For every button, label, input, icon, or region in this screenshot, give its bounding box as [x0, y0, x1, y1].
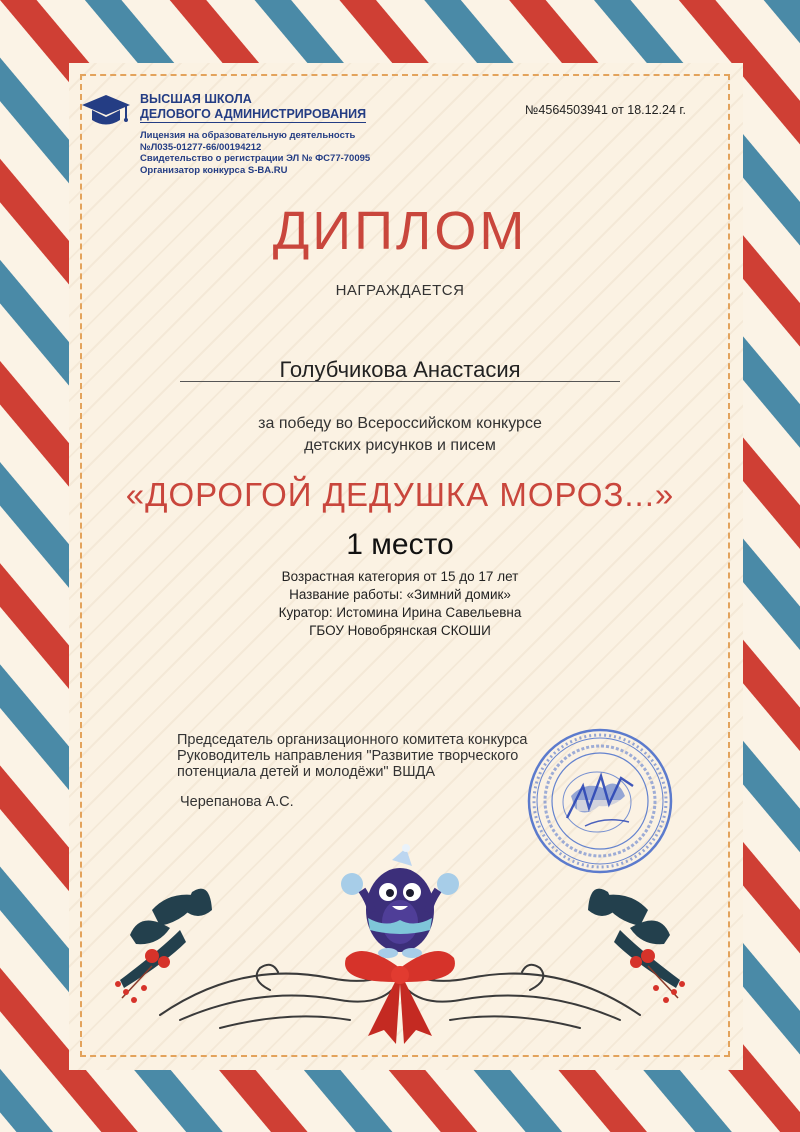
- recipient-name: Голубчикова Анастасия: [279, 357, 521, 382]
- participant-details: [0, 568, 800, 640]
- work-title: Название работы: «Зимний домик»: [289, 587, 511, 602]
- document-number: №4564503941 от 18.12.24 г.: [525, 103, 686, 117]
- school: ГБОУ Новобрянская СКОШИ: [309, 623, 491, 638]
- organizer-line: Организатор конкурса S-BA.RU: [140, 164, 288, 176]
- org-name-line1: ВЫСШАЯ ШКОЛА: [140, 92, 252, 106]
- awarded-label: НАГРАЖДАЕТСЯ: [335, 282, 465, 299]
- age-category: Возрастная категория от 15 до 17 лет: [281, 569, 519, 584]
- registration-line: Свидетельство о регистрации ЭЛ № ФС77-70095: [140, 153, 371, 164]
- signatory-name: Черепанова А.С.: [180, 794, 294, 810]
- recipient-underline: [180, 381, 620, 382]
- reason-line1: за победу во Всероссийском конкурсе: [258, 415, 542, 432]
- diploma-title: ДИПЛОМ: [272, 201, 528, 261]
- license-number: №Л035-01277-66/00194212: [140, 141, 262, 153]
- place-label: 1 место: [346, 528, 454, 561]
- graduation-cap-icon: [80, 93, 132, 133]
- organization-name: [140, 92, 366, 123]
- signatory-title: [177, 732, 527, 780]
- holly-branch-icon: [588, 889, 685, 1003]
- org-name-line2: ДЕЛОВОГО АДМИНИСТРИРОВАНИЯ: [140, 107, 367, 121]
- signatory-line1: Председатель организационного комитета конкурса: [177, 732, 528, 748]
- license-line: Лицензия на образовательную деятельность: [140, 130, 356, 141]
- owl-mascot-icon: [341, 844, 459, 958]
- signatory-line2: Руководитель направления "Развитие творческого: [177, 748, 519, 764]
- contest-name: «ДОРОГОЙ ДЕДУШКА МОРОЗ...»: [125, 476, 675, 513]
- reason-line2: детских рисунков и писем: [304, 437, 496, 454]
- organization-info: [140, 130, 370, 176]
- winter-decoration: [100, 840, 700, 1050]
- holly-branch-icon: [115, 889, 212, 1003]
- signatory-line3: потенциала детей и молодёжи" ВШДА: [177, 764, 436, 780]
- red-bow-icon: [345, 951, 455, 1044]
- award-reason: [0, 413, 800, 457]
- curator: Куратор: Истомина Ирина Савельевна: [278, 605, 522, 620]
